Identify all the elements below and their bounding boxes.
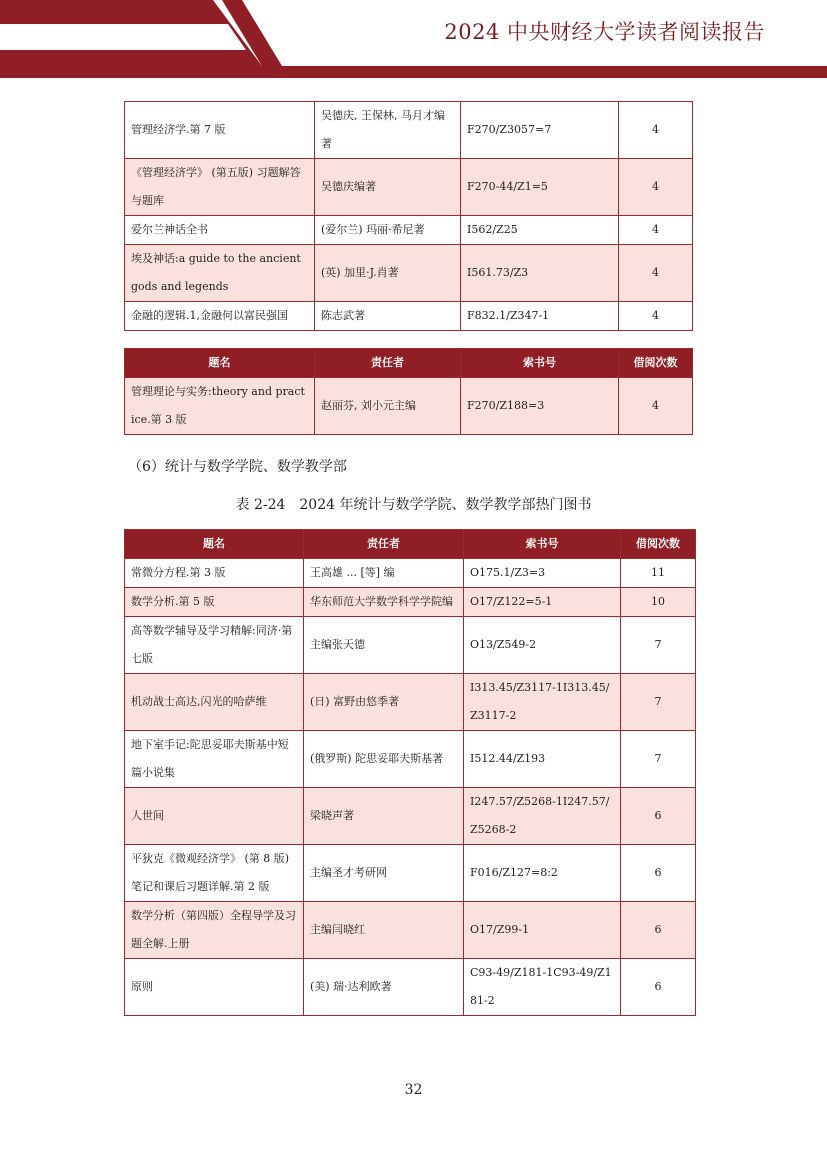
cell-author: (日) 富野由悠季著 bbox=[304, 674, 464, 731]
cell-count: 7 bbox=[621, 731, 696, 788]
cell-author: 吴德庆编著 bbox=[315, 159, 461, 216]
cell-author: 赵丽芬, 刘小元主编 bbox=[315, 378, 461, 435]
cell-call-number: O17/Z122=5-1 bbox=[464, 588, 621, 617]
cell-author: (英) 加里·J.肖著 bbox=[315, 245, 461, 302]
cell-author: 陈志武著 bbox=[315, 302, 461, 331]
cell-call-number: O17/Z99-1 bbox=[464, 902, 621, 959]
table-row bbox=[125, 617, 696, 674]
table-row bbox=[125, 245, 693, 302]
header-author: 责任者 bbox=[304, 530, 464, 559]
header-count: 借阅次数 bbox=[619, 349, 693, 378]
table-row bbox=[125, 788, 696, 845]
cell-title: 平狄克《微观经济学》 (第 8 版) 笔记和课后习题详解.第 2 版 bbox=[125, 845, 304, 902]
header-call-number: 索书号 bbox=[464, 530, 621, 559]
cell-author: 主编圣才考研网 bbox=[304, 845, 464, 902]
cell-call-number: I313.45/Z3117-1I313.45/Z3117-2 bbox=[464, 674, 621, 731]
cell-count: 7 bbox=[621, 674, 696, 731]
cell-call-number: F016/Z127=8:2 bbox=[464, 845, 621, 902]
cell-count: 6 bbox=[621, 845, 696, 902]
cell-count: 6 bbox=[621, 959, 696, 1016]
cell-title: 金融的逻辑.1,金融何以富民强国 bbox=[125, 302, 315, 331]
cell-title: 管理理论与实务:theory and practice.第 3 版 bbox=[125, 378, 315, 435]
cell-title: 原则 bbox=[125, 959, 304, 1016]
cell-count: 7 bbox=[621, 617, 696, 674]
table-row bbox=[125, 216, 693, 245]
cell-author: 主编闫晓红 bbox=[304, 902, 464, 959]
cell-count: 4 bbox=[619, 216, 693, 245]
cell-author: (爱尔兰) 玛丽·希尼著 bbox=[315, 216, 461, 245]
cell-call-number: F270/Z188=3 bbox=[461, 378, 619, 435]
cell-call-number: F832.1/Z347-1 bbox=[461, 302, 619, 331]
cell-title: 管理经济学.第 7 版 bbox=[125, 102, 315, 159]
cell-call-number: I562/Z25 bbox=[461, 216, 619, 245]
cell-count: 11 bbox=[621, 559, 696, 588]
table-continued bbox=[124, 101, 693, 331]
cell-author: (俄罗斯) 陀思妥耶夫斯基著 bbox=[304, 731, 464, 788]
table-row bbox=[125, 845, 696, 902]
cell-title: 机动战士高达,闪光的哈萨维 bbox=[125, 674, 304, 731]
cell-call-number: I561.73/Z3 bbox=[461, 245, 619, 302]
cell-count: 6 bbox=[621, 902, 696, 959]
header-author: 责任者 bbox=[315, 349, 461, 378]
table-management bbox=[124, 348, 693, 435]
cell-count: 4 bbox=[619, 159, 693, 216]
header-call-number: 索书号 bbox=[461, 349, 619, 378]
header-title: 题名 bbox=[125, 530, 304, 559]
table-row bbox=[125, 159, 693, 216]
cell-count: 4 bbox=[619, 102, 693, 159]
cell-call-number: O175.1/Z3=3 bbox=[464, 559, 621, 588]
table-header-row bbox=[125, 530, 696, 559]
cell-title: 数学分析.第 5 版 bbox=[125, 588, 304, 617]
table-row bbox=[125, 731, 696, 788]
cell-author: 王高雄 ... [等] 编 bbox=[304, 559, 464, 588]
cell-call-number: C93-49/Z181-1C93-49/Z181-2 bbox=[464, 959, 621, 1016]
table-statistics bbox=[124, 529, 696, 1016]
cell-author: 吴德庆, 王保林, 马月才编著 bbox=[315, 102, 461, 159]
table-header-row bbox=[125, 349, 693, 378]
table-caption: 表 2-24 2024 年统计与数学学院、数学教学部热门图书 bbox=[235, 497, 592, 513]
cell-call-number: I247.57/Z5268-1I247.57/Z5268-2 bbox=[464, 788, 621, 845]
table-row bbox=[125, 378, 693, 435]
cell-call-number: F270-44/Z1=5 bbox=[461, 159, 619, 216]
cell-call-number: I512.44/Z193 bbox=[464, 731, 621, 788]
cell-author: 华东师范大学数学科学学院编 bbox=[304, 588, 464, 617]
cell-count: 6 bbox=[621, 788, 696, 845]
header-count: 借阅次数 bbox=[621, 530, 696, 559]
cell-title: 数学分析（第四版）全程导学及习题全解.上册 bbox=[125, 902, 304, 959]
cell-title: 地下室手记:陀思妥耶夫斯基中短篇小说集 bbox=[125, 731, 304, 788]
table-row bbox=[125, 302, 693, 331]
report-title: 2024 中央财经大学读者阅读报告 bbox=[444, 20, 765, 44]
cell-title: 《管理经济学》 (第五版) 习题解答与题库 bbox=[125, 159, 315, 216]
page-number: 32 bbox=[404, 1082, 423, 1098]
header-title: 题名 bbox=[125, 349, 315, 378]
cell-author: (美) 瑞·达利欧著 bbox=[304, 959, 464, 1016]
cell-count: 10 bbox=[621, 588, 696, 617]
section-heading: （6）统计与数学学院、数学教学部 bbox=[128, 459, 347, 475]
cell-title: 人世间 bbox=[125, 788, 304, 845]
cell-title: 爱尔兰神话全书 bbox=[125, 216, 315, 245]
table-row bbox=[125, 588, 696, 617]
table-row bbox=[125, 674, 696, 731]
table-row bbox=[125, 902, 696, 959]
cell-title: 常微分方程.第 3 版 bbox=[125, 559, 304, 588]
table-row bbox=[125, 559, 696, 588]
cell-call-number: O13/Z549-2 bbox=[464, 617, 621, 674]
table-row bbox=[125, 102, 693, 159]
cell-title: 埃及神话:a guide to the ancient gods and legends bbox=[125, 245, 315, 302]
cell-title: 高等数学辅导及学习精解:同济·第七版 bbox=[125, 617, 304, 674]
cell-count: 4 bbox=[619, 378, 693, 435]
cell-author: 梁晓声著 bbox=[304, 788, 464, 845]
cell-count: 4 bbox=[619, 302, 693, 331]
table-row bbox=[125, 959, 696, 1016]
cell-call-number: F270/Z3057=7 bbox=[461, 102, 619, 159]
cell-count: 4 bbox=[619, 245, 693, 302]
cell-author: 主编张天德 bbox=[304, 617, 464, 674]
